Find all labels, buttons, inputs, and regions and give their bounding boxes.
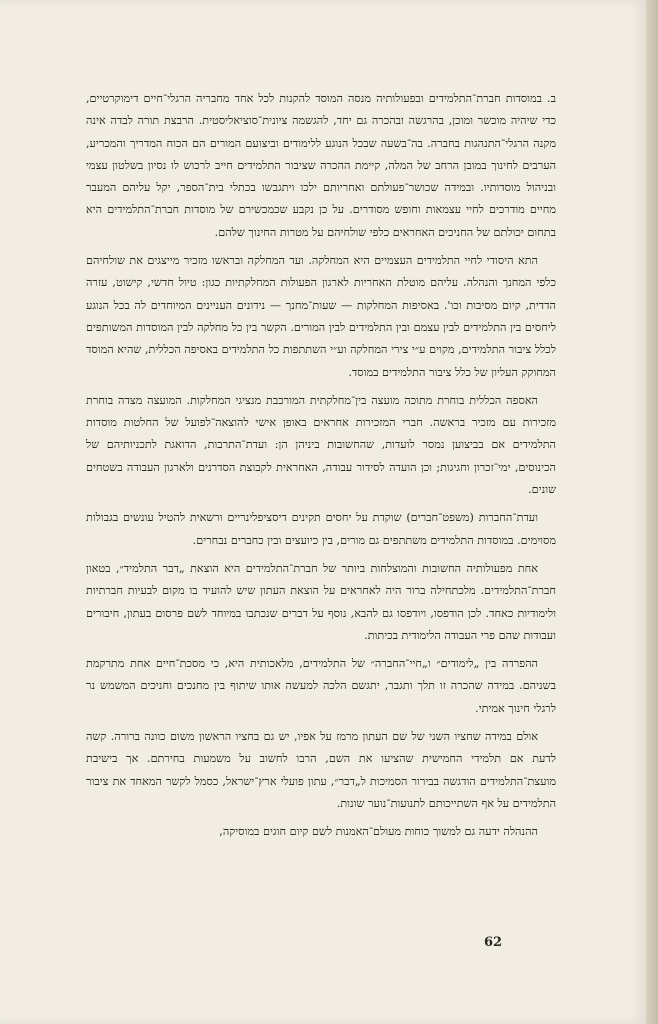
paragraph-1: ב. במוסדות חברת־התלמידים ובפעולותיה מנסה המוסד להקנות לכל אחד מחבריה הרגלי־חיים דימוקרטיים, כדי שיהיה מוכשר ומוכן, בהרגשה ובהכרה גם יחד, להגשמה ציונית־סוציאליסטית. הרבצת תורה לבדה אינה מקנה הרגלי־התנהגות בחברה. בה־בשעה שבכל הנוגע ללימודים וביצועם המורים הם הכוח המדריך והמכריע, הערבים לחינוך במובן הרחב של המלה, קיימת ההכרה שציבור התלמידים חייב לרכוש לו נסיון בשלטון עצמי ובניהול מוסדותיו. ובמידה שכושר־פעולתם ואחריותם ילכו ויתגבשו בכתלי בית־הספר, יקל עליהם המעבר מחיים מודרכים לחיי עצמאות וחופש מסודרים. על כן נקבע שכמכשירם של מוסדות חברת־התלמידים היא בתחום יכולתם של החניכים האחראים כלפי שולחיהם על מטרות החינוך שלהם.	[86, 92, 556, 239]
body-text	[86, 88, 556, 844]
paragraph-8: ההנהלה ידעה גם למשוך כוחות מעולם־האמנות לשם קיום חוגים במוסיקה,	[219, 825, 538, 839]
page-edge	[646, 0, 658, 1024]
paragraph-7: אולם במידה שחציו השני של שם העתון מרמז על אפיו, יש גם בחציו הראשון משום כוונה ברורה. קשה לדעת אם תלמידי החמישית שהציעו את השם, הרבו לחשוב על משמעות בחירתם. אך בישיבת מועצת־התלמידים הודגשה בבירור הסמיכות ל„דבר״, עתון פועלי ארץ־ישראל, כסמל לקשר המאחד את ציבור התלמידים על אף השתייכותם לתנועות־נוער שונות.	[86, 730, 556, 810]
paragraph-5: אחת מפעולותיה החשובות והמוצלחות ביותר של חברת־התלמידים היא הוצאת „דבר התלמיד״, בטאון חברת־התלמידים. מלכתחילה ברור היה לאחראים על הוצאת העתון שיש להועיד בו מקום לבעיות חברתיות ולימודיות כאחד. לכן הודפסו, ויודפסו גם להבא, נוסף על דברים שנכתבו במיוחד לשם פרסום בעתון, חיבורים ועבודות שהם פרי העבודה הלימודית בכיתות.	[86, 561, 556, 642]
paragraph-2: התא היסודי לחיי התלמידים העצמיים היא המחלקה. ועד המחלקה ובראשו מזכיר מייצגים את שולחיהם כלפי המחנך והנהלה. עליהם מוטלת האחריות לארגון הפעולות המחלקתיות כגון: טיול חדשי, קישוט, עזרה הדדית, קיום מסיבות וכו'. באסיפות המחלקות — שעות־מחנך — נידונים העניינים המיוחדים לה בכל הנוגע ליחסים בין התלמידים לבין עצמם ובין התלמידים לבין המורים. הקשר בין כל מחלקה לבין המוסדות המשותפים לכלל ציבור התלמידים, מקוים ע״י צירי המחלקה וע״י השתתפות כל התלמידים באסיפה הכללית, שהיא המוסד המחוקק העליון של כלל ציבור התלמידים במוסד.	[86, 254, 556, 379]
paragraph-3: האספה הכללית בוחרת מתוכה מועצה בין־מחלקתית המורכבת מנציגי המחלקות. המועצה מצדה בוחרת מזכירות עם מזכיר בראשה. חברי המזכירות אחראים באופן אישי להוצאה־לפועל של החלטות מוסדות התלמידים אם בביצוען נמסר לועדות, שהחשובות ביניהן הן: ועדת־התרבות, הדואגת לתכניותיהם של הכינוסים, ימי־זכרון וחגיגות; וכן הועדה לסידור עבודה, האחראית לקבוצת הסדרנים ולארגון העבודה בשטחים שונים.	[86, 393, 556, 497]
paragraph-4: ועדת־החברות (משפט־חברים) שוקדת על יחסים תקינים דיסציפלינריים ורשאית להטיל עונשים בגבולות מסוימים. במוסדות התלמידים משתתפים גם מורים, בין כיועצים ובין כחברים נבחרים.	[86, 511, 556, 547]
page-number: 62	[484, 935, 503, 950]
paragraph-6: ההפרדה בין „לימודים״ ו„חיי־החברה״ של התלמידים, מלאכותית היא, כי מסכת־חיים אחת מתרקמת בשניהם. במידה שהכרה זו תלך ותגבר, יתגשם הלכה למעשה אותו שיתוף בין מחנכים וחניכים המשמש נר לרגלי חינוך אמיתי.	[86, 657, 556, 715]
